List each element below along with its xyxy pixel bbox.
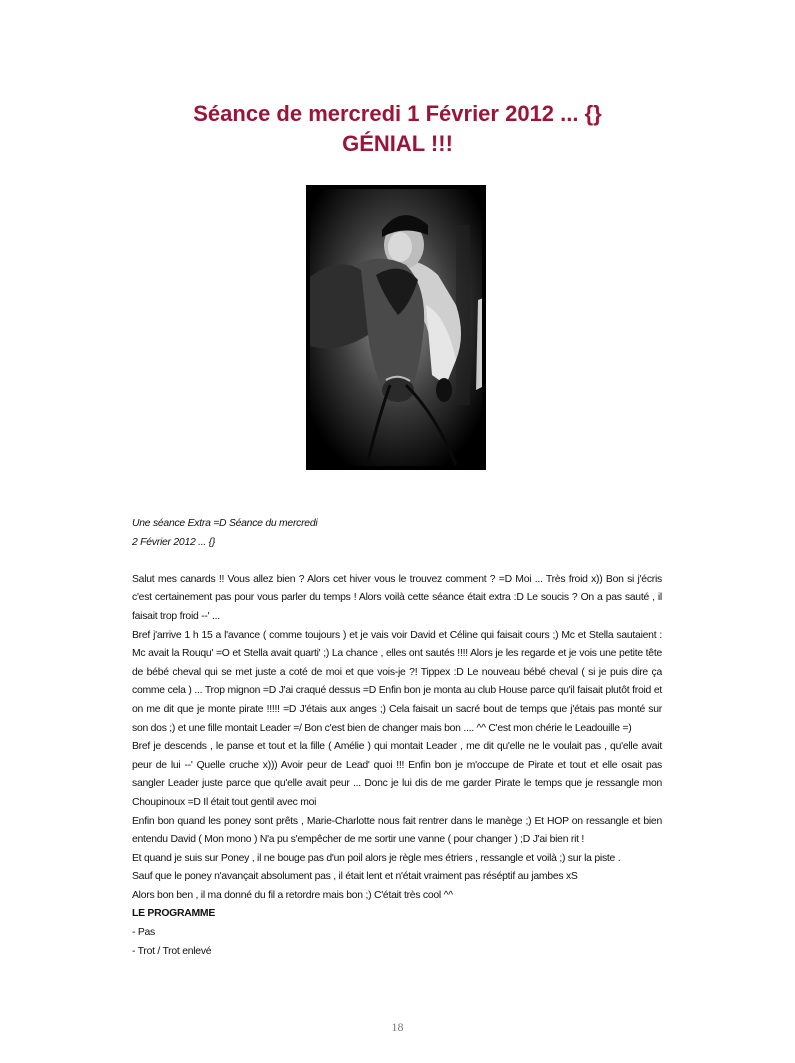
paragraph: Bref je descends , le panse et tout et la fille ( Amélie ) qui montait Leader , me dit qu'elle ne le voulait pas , qu'elle avait peur de lui --' Quelle cruche x))) Avoir peur de Lead' quoi !!! Enfin bon je m'occupe de Pirate et tout et elle osait pas sangler Leader juste parce que qu'elle avait peur ... Donc je lui dis de me garder Pirate le temps que je ressangle mon Choupinoux =D Il était tout gentil avec moi	[132, 741, 662, 808]
article-body	[132, 515, 662, 961]
spacer	[132, 552, 662, 571]
paragraph: Salut mes canards !! Vous allez bien ? Alors cet hiver vous le trouvez comment ? =D Moi ... Très froid x)) Bon si j'écris c'est certainement pas pour vous parler du temps ! Alors voilà cette séance était extra :D Le soucis ? On a pas sauté , il faisait trop froid --' ...	[132, 573, 662, 622]
program-item: - Trot / Trot enlevé	[132, 945, 212, 957]
program-item: - Pas	[132, 927, 156, 939]
page-number: 18	[391, 1020, 404, 1034]
paragraph: Sauf que le poney n'avançait absolument pas , il était lent et n'était vraiment pas réséptif au jambes xS	[132, 871, 578, 883]
rider-with-pony-photo	[306, 185, 486, 470]
document-title	[0, 99, 795, 159]
photo-caption-line-1: Une séance Extra =D Séance du mercredi	[132, 518, 318, 529]
photo-illustration	[306, 185, 486, 470]
program-heading: LE PROGRAMME	[132, 908, 216, 920]
title-line-1: Séance de mercredi 1 Février 2012 ... {}	[193, 101, 602, 126]
paragraph: Bref j'arrive 1 h 15 a l'avance ( comme toujours ) et je vais voir David et Céline qui faisait cours ;) Mc et Stella sautaient : Mc avait la Rouqu' =O et Stella avait quarti' ;) La chance , elles ont sautés !!!! Alors je les regarde et je vois une petite tête de bébé cheval qui se met juste a coté de moi et que vois-je ?! Tippex :D Le nouveau bébé cheval ( si je puis dire ça comme cela ) ... Trop mignon =D J'ai craqué dessus =D Enfin bon je monta au club House parce qu'il faisait plutôt froid et on me dit que je monte pirate !!!!! =D J'étais aux anges ;) Cela faisait un sacré bout de temps que j'étais pas monté sur son dos ;) et une fille montait Leader =/ Bon c'est bien de changer mais bon .... ^^ C'est mon chérie le Leadouille =)	[132, 629, 662, 734]
paragraph: Enfin bon quand les poney sont prêts , Marie-Charlotte nous fait rentrer dans le manège ;) Et HOP on ressangle et bien entendu David ( Mon mono ) N'a pu s'empêcher de me sortir une vanne ( pour changer ) ;D J'ai bien rit !	[132, 815, 662, 846]
paragraph: Et quand je suis sur Poney , il ne bouge pas d'un poil alors je règle mes étriers , ressangle et voilà ;) sur la piste .	[132, 852, 621, 864]
title-line-2: GÉNIAL !!!	[342, 131, 453, 156]
photo-caption-line-2: 2 Février 2012 ... {}	[132, 536, 216, 548]
paragraph: Alors bon ben , il ma donné du fil a retordre mais bon ;) C'était très cool ^^	[132, 889, 453, 901]
